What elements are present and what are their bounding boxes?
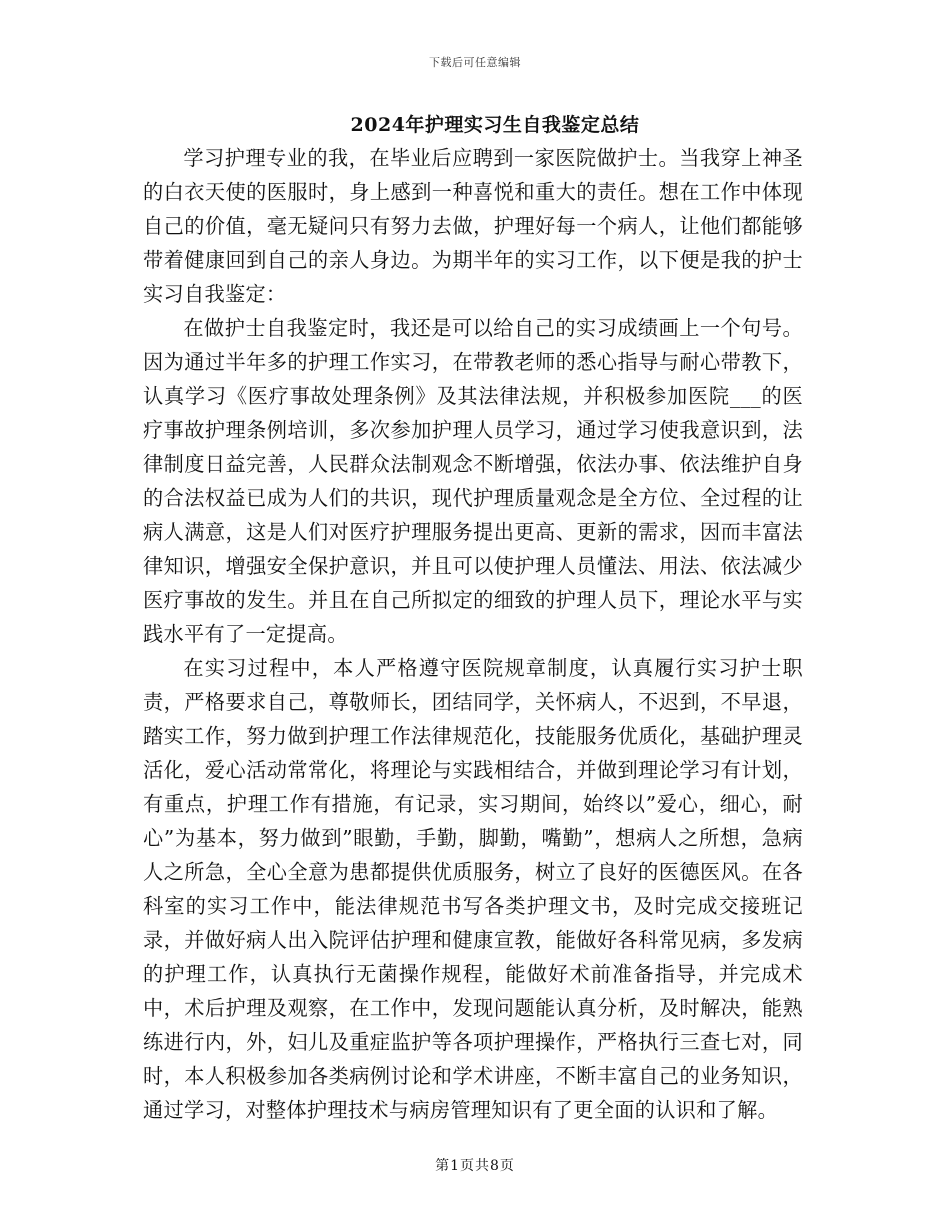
paragraph-2: 在做护士自我鉴定时，我还是可以给自己的实习成绩画上一个句号。因为通过半年多的护理工作实习，在带教老师的悉心指导与耐心带教下，认真学习《医疗事故处理条例》及其法律法规，并积极参加医院___的医疗事故护理条例培训，多次参加护理人员学习，通过学习使我意识到，法律制度日益完善，人民群众法制观念不断增强，依法办事、依法维护自身的合法权益已成为人们的共识，现代护理质量观念是全方位、全过程的让病人满意，这是人们对医疗护理服务提出更高、更新的需求，因而丰富法律知识，增强安全保护意识，并且可以使护理人员懂法、用法、依法减少医疗事故的发生。并且在自己所拟定的细致的护理人员下，理论水平与实践水平有了一定提高。 [143, 316, 803, 646]
header-note: 下载后可任意编辑 [429, 56, 521, 69]
paragraph-1: 学习护理专业的我，在毕业后应聘到一家医院做护士。当我穿上神圣的白衣天使的医服时，身上感到一种喜悦和重大的责任。想在工作中体现自己的价值，毫无疑问只有努力去做，护理好每一个病人，让他们都能够带着健康回到自己的亲人身边。为期半年的实习工作，以下便是我的护士实习自我鉴定： [143, 146, 803, 306]
paragraph-3: 在实习过程中，本人严格遵守医院规章制度，认真履行实习护士职责，严格要求自己，尊敬师长，团结同学，关怀病人，不迟到，不早退，踏实工作，努力做到护理工作法律规范化，技能服务优质化，基础护理灵活化，爱心活动常常化，将理论与实践相结合，并做到理论学习有计划，有重点，护理工作有措施，有记录，实习期间，始终以”爱心，细心，耐心”为基本，努力做到”眼勤，手勤，脚勤，嘴勤”，想病人之所想，急病人之所急，全心全意为患都提供优质服务，树立了良好的医德医风。在各科室的实习工作中，能法律规范书写各类护理文书，及时完成交接班记录，并做好病人出入院评估护理和健康宣教，能做好各科常见病，多发病的护理工作，认真执行无菌操作规程，能做好术前准备指导，并完成术中，术后护理及观察，在工作中，发现问题能认真分析，及时解决，能熟练进行内，外，妇儿及重症监护等各项护理操作，严格执行三查七对，同时，本人积极参加各类病例讨论和学术讲座，不断丰富自己的业务知识，通过学习，对整体护理技术与病房管理知识有了更全面的认识和了解。 [143, 656, 803, 1122]
document-body [143, 141, 803, 1127]
document-title: 2024年护理实习生自我鉴定总结 [350, 114, 640, 136]
page-number: 第1页共8页 [435, 1158, 515, 1174]
